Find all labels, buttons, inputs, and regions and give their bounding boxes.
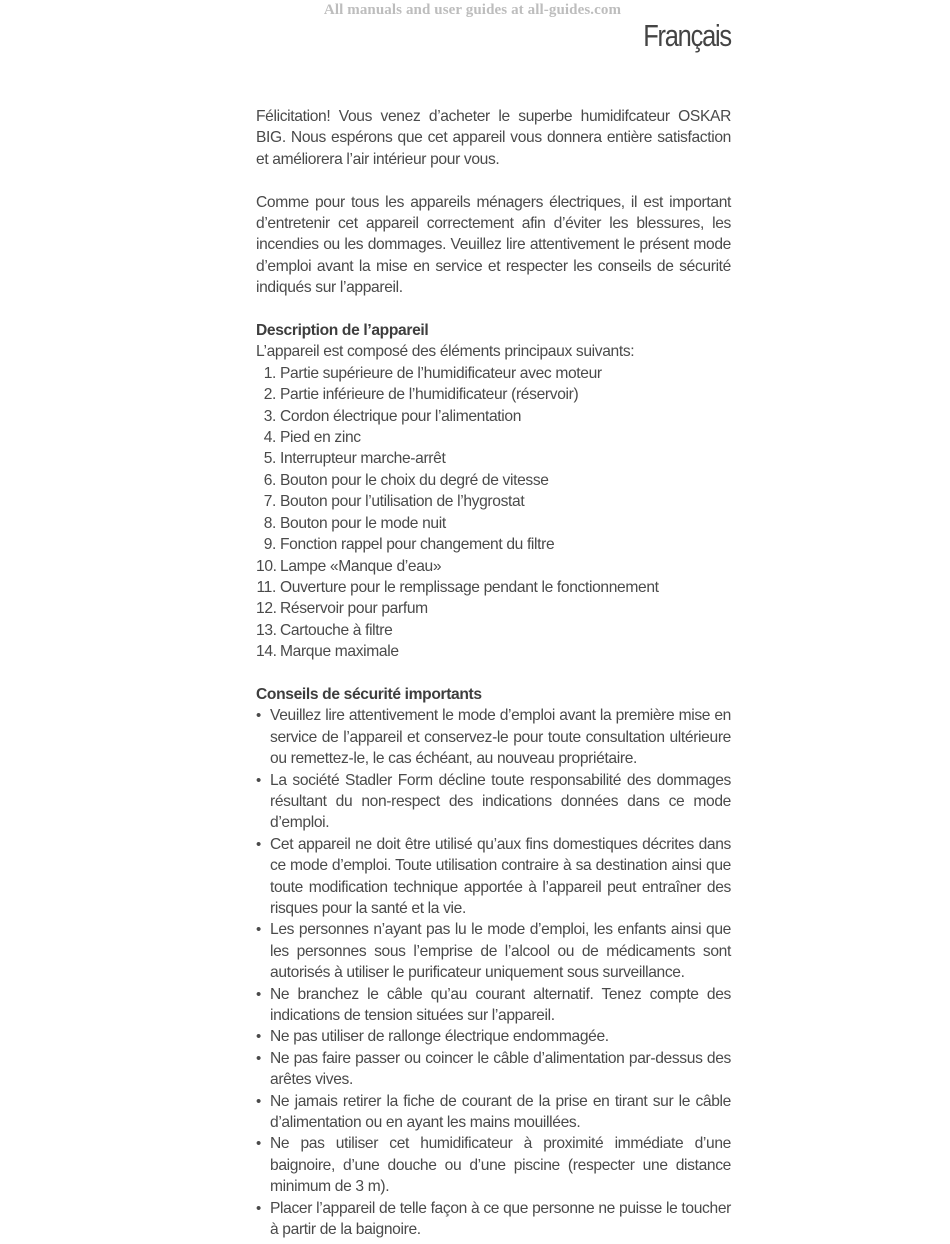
bullet-icon: • (256, 771, 261, 789)
item-text: Pied en zinc (280, 429, 361, 447)
item-text: Ne pas faire passer ou coincer le câble d’alimentation par-dessus des arêtes vives. (270, 1049, 731, 1089)
item-text: Cordon électrique pour l’alimentation (280, 407, 522, 425)
item-text: Ne jamais retirer la fiche de courant de la prise en tirant sur le câble d’alimentation ou en ayant les mains mouillées. (270, 1092, 731, 1132)
bullet-icon: • (256, 707, 261, 725)
item-number: 1. (263, 364, 276, 382)
list-item (256, 470, 731, 491)
safety-list (256, 705, 731, 1240)
list-item (256, 556, 731, 577)
bullet-icon: • (256, 1199, 261, 1217)
item-text: Ne pas utiliser de rallonge électrique endommagée. (270, 1028, 609, 1046)
item-text: Placer l’appareil de telle façon à ce que personne ne puisse le toucher à partir de la baignoire. (270, 1199, 731, 1239)
description-lead: L’appareil est composé des éléments principaux suivants: (256, 343, 635, 361)
item-number: 14. (256, 643, 277, 661)
item-text: Lampe «Manque d’eau» (280, 557, 442, 575)
item-text: Cet appareil ne doit être utilisé qu’aux fins domestiques décrites dans ce mode d’emploi. Toute utilisation contraire à sa destination ainsi que toute modification technique apportée à l’appareil peut entraîner des risques pour la santé et la vie. (270, 835, 731, 917)
item-number: 4. (263, 429, 276, 447)
list-item (256, 363, 731, 384)
list-item (256, 427, 731, 448)
item-text: Partie supérieure de l’humidificateur avec moteur (280, 364, 602, 382)
item-text: Veuillez lire attentivement le mode d’emploi avant la première mise en service de l’appareil et conservez-le pour toute consultation ultérieure ou remettez-le, le cas échéant, au nouveau propriétaire. (270, 707, 731, 768)
bullet-icon: • (256, 1028, 261, 1046)
bullet-icon: • (256, 921, 261, 939)
description-title: Description de l’appareil (256, 322, 429, 340)
item-number: 5. (263, 450, 276, 468)
item-number: 3. (263, 407, 276, 425)
item-text: La société Stadler Form décline toute responsabilité des dommages résultant du non-respect des indications données dans ce mode d’emploi. (270, 771, 731, 832)
list-item (256, 384, 731, 405)
item-text: Partie inférieure de l’humidificateur (réservoir) (280, 386, 579, 404)
bullet-icon: • (256, 985, 261, 1003)
bullet-icon: • (256, 1135, 261, 1153)
item-text: Interrupteur marche-arrêt (280, 450, 446, 468)
list-item (256, 834, 731, 920)
item-number: 9. (263, 536, 276, 554)
list-item (256, 406, 731, 427)
list-item (256, 984, 731, 1027)
list-item (256, 513, 731, 534)
safety-title: Conseils de sécurité importants (256, 685, 482, 703)
item-text: Bouton pour l’utilisation de l’hygrostat (280, 493, 525, 511)
item-number: 2. (263, 386, 276, 404)
watermark: All manuals and user guides at all-guides.com (323, 2, 622, 18)
list-item (256, 491, 731, 512)
list-item (256, 1026, 731, 1047)
bullet-icon: • (256, 1049, 261, 1067)
item-text: Ne branchez le câble qu’au courant alternatif. Tenez compte des indications de tension situées sur l’appareil. (270, 985, 731, 1025)
list-item (256, 448, 731, 469)
item-number: 8. (263, 514, 276, 532)
item-text: Les personnes n’ayant pas lu le mode d’emploi, les enfants ainsi que les personnes sous l’emprise de l’alcool ou de médicaments sont autorisés à utiliser le purificateur uniquement sous surveillance. (270, 921, 731, 982)
parts-list (256, 363, 731, 663)
list-item (256, 1048, 731, 1091)
item-number: 7. (263, 493, 276, 511)
item-text: Marque maximale (280, 643, 399, 661)
item-text: Réservoir pour parfum (280, 600, 428, 618)
item-number: 12. (256, 600, 277, 618)
item-number: 6. (263, 471, 276, 489)
list-item (256, 534, 731, 555)
list-item (256, 620, 731, 641)
list-item (256, 598, 731, 619)
item-text: Bouton pour le choix du degré de vitesse (280, 471, 549, 489)
bullet-icon: • (256, 1092, 261, 1110)
item-text: Cartouche à filtre (280, 621, 393, 639)
language-heading: Français (643, 18, 731, 53)
list-item (256, 770, 731, 834)
item-text: Ouverture pour le remplissage pendant le fonctionnement (280, 578, 659, 596)
list-item (256, 1091, 731, 1134)
item-number: 11. (256, 578, 276, 596)
list-item (256, 641, 731, 662)
item-text: Fonction rappel pour changement du filtre (280, 536, 555, 554)
item-text: Ne pas utiliser cet humidificateur à proximité immédiate d’une baignoire, d’une douche ou d’une piscine (respecter une distance minimum de 3 m). (270, 1135, 731, 1196)
list-item (256, 1198, 731, 1241)
item-number: 10. (256, 557, 277, 575)
bullet-icon: • (256, 835, 261, 853)
item-number: 13. (256, 621, 277, 639)
list-item (256, 705, 731, 769)
intro-paragraph-1: Félicitation! Vous venez d’acheter le superbe humidifcateur OSKAR BIG. Nous espérons que cet appareil vous donnera entière satisfaction et améliorera l’air intérieur pour vous. (256, 108, 731, 168)
item-text: Bouton pour le mode nuit (280, 514, 446, 532)
list-item (256, 1133, 731, 1197)
list-item (256, 577, 731, 598)
intro-paragraph-2: Comme pour tous les appareils ménagers électriques, il est important d’entretenir cet appareil correctement afin d’éviter les blessures, les incendies ou les dommages. Veuillez lire attentivement le présent mode d’emploi avant la mise en service et respecter les conseils de sécurité indiqués sur l’appareil. (256, 193, 731, 297)
manual-body (256, 106, 731, 1240)
list-item (256, 919, 731, 983)
